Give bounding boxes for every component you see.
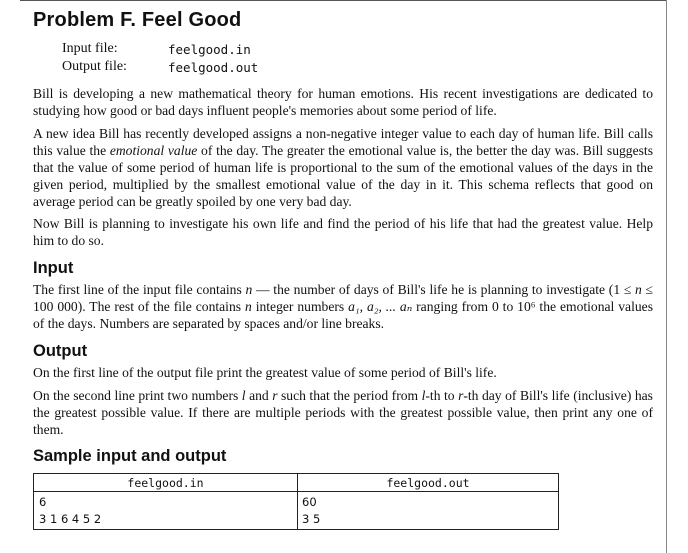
output-text-c: such that the period from bbox=[277, 388, 422, 403]
side-rule bbox=[666, 0, 667, 553]
output-var-r: r bbox=[272, 388, 278, 403]
sample-input-line-1: 6 bbox=[39, 495, 47, 509]
io-file-table bbox=[62, 40, 258, 76]
output-file-row bbox=[62, 58, 258, 76]
output-text-e: -th day of Bill's life (inclusive) has the greatest possible value. If there are multiple periods with the greatest possible value, then print any one of them. bbox=[33, 388, 653, 437]
sample-table bbox=[33, 473, 559, 530]
output-text-b: and bbox=[245, 388, 273, 403]
output-paragraph-1: On the first line of the output file print the greatest value of some period of Bill's life. bbox=[33, 365, 497, 380]
sample-output-line-2: 3 5 bbox=[302, 512, 321, 526]
sample-output-header: feelgood.out bbox=[386, 476, 470, 490]
sample-input-line-2: 3 1 6 4 5 2 bbox=[39, 512, 102, 526]
input-file-name: feelgood.in bbox=[168, 41, 251, 57]
input-text-c: ≤ 100 000). The rest of the file contains bbox=[33, 282, 654, 314]
statement-paragraph-2-text-a: A new idea Bill has recently developed assigns a non-negative integer value to each day of human life. Bill calls this value the bbox=[33, 126, 653, 158]
sample-section-title: Sample input and output bbox=[33, 447, 227, 465]
input-section-title: Input bbox=[33, 259, 74, 277]
output-var-r2: r bbox=[458, 388, 464, 403]
input-var-n2: n bbox=[635, 282, 642, 297]
output-text-a: On the second line print two numbers bbox=[33, 388, 242, 403]
statement-paragraph-2-text-b: of the day. The greater the emotional value is, the better the day was. Bill suggests that the value of some period of human life is proportional to the sum of the emotional values of the days in the given period, multiplied by the smallest emotional value of the day in it. This schema reflects that good on average period can be greatly spoiled by one very bad day. bbox=[33, 143, 653, 209]
input-text-e: ranging from 0 to 10⁶ the emotional values of the days. Numbers are separated by spaces and/or line breaks. bbox=[33, 299, 653, 331]
input-var-n: n bbox=[245, 282, 253, 297]
emotional-value-term: emotional value bbox=[109, 143, 198, 158]
sample-output-line-1: 60 bbox=[302, 495, 317, 509]
output-paragraph-2 bbox=[33, 387, 653, 438]
input-var-n3: n bbox=[244, 299, 252, 314]
input-file-label: Input file: bbox=[62, 41, 118, 56]
output-var-l2: l bbox=[421, 388, 426, 403]
input-text-a: The first line of the input file contains bbox=[33, 282, 246, 297]
input-file-row bbox=[62, 40, 258, 58]
statement-paragraph-1: Bill is developing a new mathematical theory for human emotions. His recent investigations are dedicated to studying how good or bad days influent people's memories about some period of life. bbox=[33, 86, 653, 118]
input-sequence: a₁, a₂, ... aₙ bbox=[348, 299, 413, 314]
statement-paragraph-3: Now Bill is planning to investigate his own life and find the period of his life that had the greatest value. Help him to do so. bbox=[33, 216, 653, 248]
input-section-text bbox=[33, 281, 653, 332]
output-file-name: feelgood.out bbox=[168, 59, 259, 75]
output-section-title: Output bbox=[33, 342, 88, 360]
sample-input-header: feelgood.in bbox=[127, 476, 204, 490]
output-var-l: l bbox=[241, 388, 246, 403]
output-text-d: -th to bbox=[425, 388, 459, 403]
input-text-d: integer numbers bbox=[251, 299, 349, 314]
problem-title: Problem F. Feel Good bbox=[33, 9, 242, 31]
statement-paragraph-2 bbox=[33, 125, 653, 210]
output-file-label: Output file: bbox=[62, 59, 127, 74]
input-text-b: — the number of days of Bill's life he is planning to investigate (1 ≤ bbox=[252, 282, 636, 297]
top-rule bbox=[20, 0, 666, 1]
